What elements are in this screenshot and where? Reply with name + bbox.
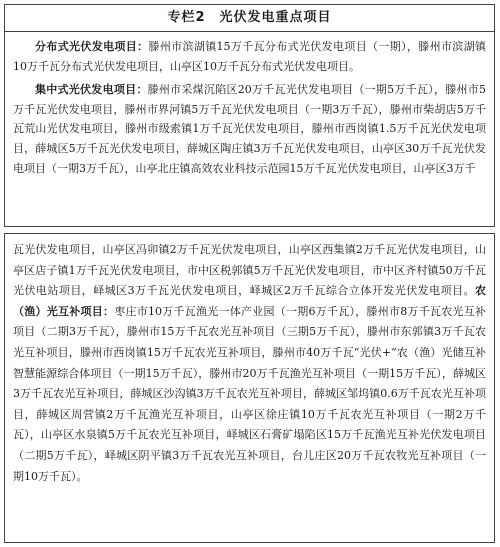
distributed-pv-label: 分布式光伏发电项目： — [35, 40, 149, 53]
continued-centralized-text: 瓦光伏发电项目，山亭区冯卯镇2万千瓦光伏发电项目，山亭区西集镇2万千瓦光伏发电项目，山亭区店子镇1万千瓦光伏发电项目，市中区税郭镇5万千瓦光伏发电项目，市中区齐村镇50万千瓦光伏电站项目，峄城区3万千瓦光伏发电项目，峄城区2万千瓦综合立体开发光伏发电项目。 — [13, 243, 486, 298]
centralized-pv-paragraph — [13, 80, 486, 178]
centralized-pv-text: 滕州市采煤沉陷区20万千瓦光伏发电项目（一期5万千瓦），滕州市5万千瓦光伏发电项目，滕州市界河镇5万千瓦光伏发电项目（一期3万千瓦），滕州市柴胡店5万千瓦荒山光伏发电项目，滕州市级索镇1万千瓦光伏发电项目，滕州市西岗镇1.5万千瓦光伏发电项目，薛城区5万千瓦光伏发电项目，薛城区陶庄镇3万千瓦光伏发电项目，山亭区30万千瓦光伏发电项目（一期3万千瓦），山亭北庄镇高效农业科技示范园15万千瓦光伏发电项目，山亭区3万千 — [13, 83, 486, 175]
feature-box-photovoltaic-projects — [4, 4, 495, 227]
feature-box-continued — [4, 233, 495, 543]
centralized-pv-label: 集中式光伏发电项目： — [35, 83, 148, 97]
distributed-pv-paragraph — [13, 37, 486, 76]
agri-fishery-pv-text: 枣庄市10万千瓦渔光一体产业园（一期6万千瓦），滕州市8万千瓦农光互补项目（二期3万千瓦），滕州市15万千瓦农光互补项目（三期5万千瓦），滕州市东郭镇3万千瓦农光互补项目，滕州市西岗镇15万千瓦农光互补项目，滕州市40万千瓦“光伏+”农（渔）光储互补智慧能源综合体项目（一期15万千瓦），滕州市20万千瓦渔光互补项目（一期15万千瓦），薛城区3万千瓦农光互补项目，薛城区沙沟镇3万千瓦农光互补项目，薛城区邹坞镇0.6万千瓦农光互补项目，薛城区周营镇2万千瓦渔光互补项目，山亭区徐庄镇10万千瓦农光互补项目（一期2万千瓦），山亭区水泉镇5万千瓦农光互补项目，峄城区石膏矿塌陷区15万千瓦渔光互补光伏发电项目（二期5万千瓦），峄城区阴平镇3万千瓦农光互补项目，台儿庄区20万千瓦农牧光互补项目（一期10万千瓦）。 — [13, 304, 486, 483]
continued-paragraph — [13, 240, 486, 487]
box-body — [5, 32, 494, 178]
distributed-pv-text: 滕州市滨湖镇15万千瓦分布式光伏发电项目（一期），滕州市滨湖镇10万千瓦分布式光伏发电项目，山亭区10万千瓦分布式光伏发电项目。 — [13, 40, 487, 73]
agri-fishery-pv-label: 农（渔）光互补项目： — [13, 284, 486, 318]
box-title: 专栏2 光伏发电重点项目 — [5, 5, 494, 32]
